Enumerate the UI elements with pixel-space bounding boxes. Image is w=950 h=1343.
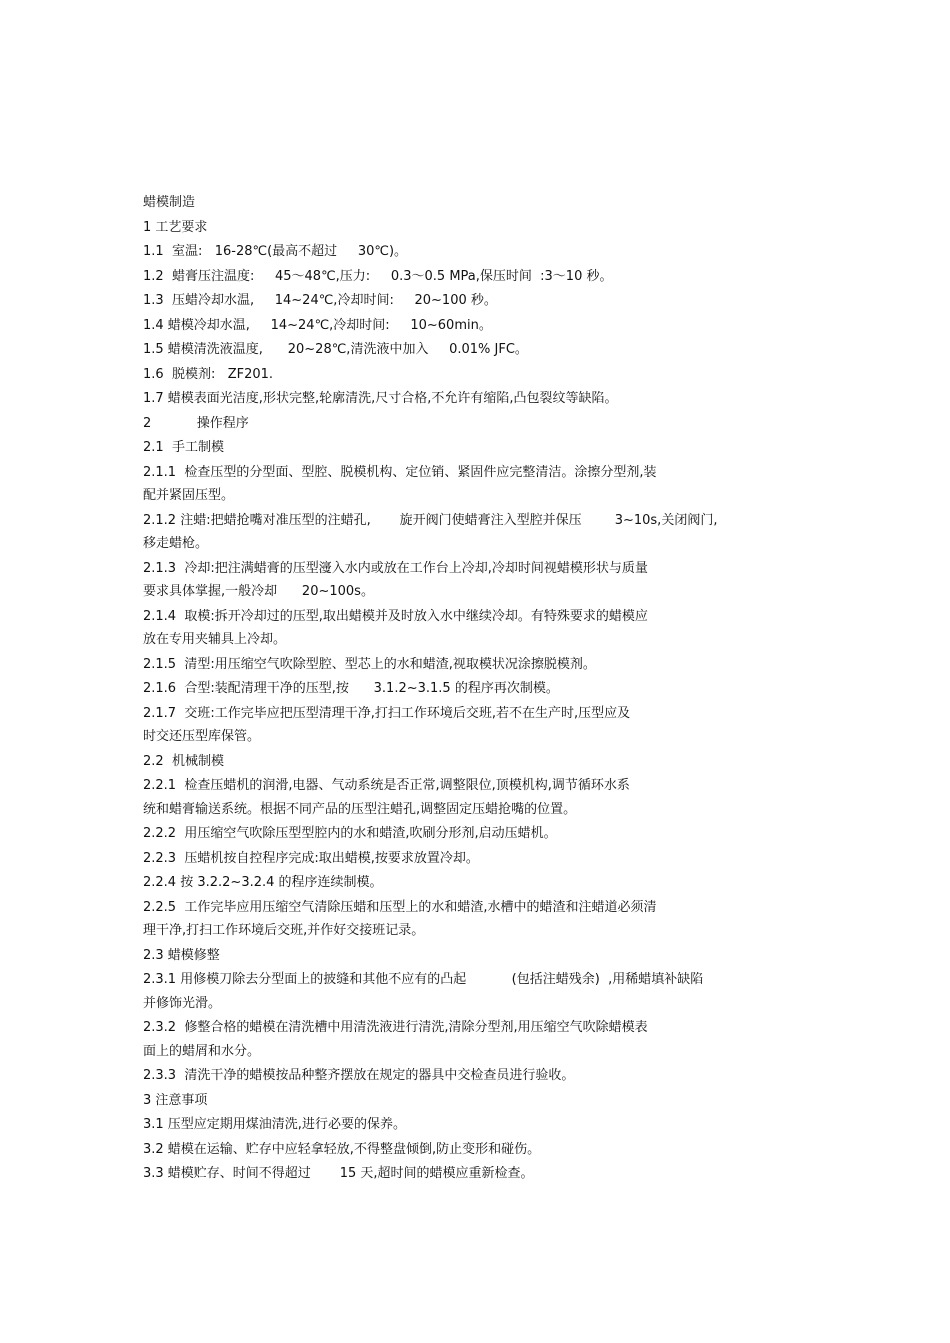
item-1-5: 1.5 蜡模清洗液温度, 20~28℃,清洗液中加入 0.01% JFC。 (143, 342, 528, 357)
item-3-1: 3.1 压型应定期用煤油清洗,进行必要的保养。 (143, 1117, 406, 1132)
item-2-1-1: 2.1.1 检查压型的分型面、型腔、脱模机构、定位销、紧固件应完整清洁。涂擦分型剂,装 (143, 464, 657, 480)
item-1-4: 1.4 蜡模冷却水温, 14~24℃,冷却时间: 10~60min。 (143, 317, 492, 333)
item-2-2-4: 2.2.4 按 3.2.2~3.2.4 的程序连续制模。 (143, 875, 383, 890)
item-2-1-2-continued: 移走蜡枪。 (143, 536, 209, 551)
item-2-1-4: 2.1.4 取模:拆开冷却过的压型,取出蜡模并及时放入水中继续冷却。有特殊要求的蜡模应 (143, 608, 648, 624)
item-2-1-7-continued: 时交还压型库保管。 (143, 729, 261, 744)
subsection-heading-2-1: 2.1 手工制模 (143, 440, 224, 455)
item-1-1: 1.1 室温: 16-28℃(最高不超过 30℃)。 (143, 244, 408, 259)
item-2-2-2: 2.2.2 用压缩空气吹除压型型腔内的水和蜡渣,吹刷分形剂,启动压蜡机。 (143, 826, 557, 841)
item-2-3-2-continued: 面上的蜡屑和水分。 (143, 1043, 261, 1059)
item-2-1-1-continued: 配并紧固压型。 (143, 488, 235, 503)
item-1-2: 1.2 蜡膏压注温度: 45～48℃,压力: 0.3～0.5 MPa,保压时间 :3～10 秒。 (143, 268, 613, 284)
item-2-1-4-continued: 放在专用夹辅具上冷却。 (143, 632, 287, 647)
item-2-3-2: 2.3.2 修整合格的蜡模在清洗槽中用清洗液进行清洗,清除分型剂,用压缩空气吹除蜡模表 (143, 1020, 648, 1035)
item-1-7: 1.7 蜡模表面光洁度,形状完整,轮廓清洗,尺寸合格,不允许有缩陷,凸包裂纹等缺陷。 (143, 391, 618, 406)
item-2-3-3: 2.3.3 清洗干净的蜡模按品种整齐摆放在规定的器具中交检查员进行验收。 (143, 1068, 575, 1083)
section-heading-3: 3 注意事项 (143, 1092, 208, 1108)
item-2-1-6: 2.1.6 合型:装配清理干净的压型,按 3.1.2~3.1.5 的程序再次制模。 (143, 681, 559, 696)
item-2-1-7: 2.1.7 交班:工作完毕应把压型清理干净,打扫工作环境后交班,若不在生产时,压型应及 (143, 705, 631, 721)
item-2-1-5: 2.1.5 清型:用压缩空气吹除型腔、型芯上的水和蜡渣,视取模状况涂擦脱模剂。 (143, 656, 596, 672)
item-2-1-2: 2.1.2 注蜡:把蜡抢嘴对准压型的注蜡孔, 旋开阀门使蜡膏注入型腔并保压 3~10s,关闭阀门, (143, 512, 718, 528)
item-1-6: 1.6 脱模剂: ZF201. (143, 366, 274, 382)
item-3-2: 3.2 蜡模在运输、贮存中应轻拿轻放,不得整盘倾倒,防止变形和碰伤。 (143, 1141, 541, 1157)
item-2-2-1: 2.2.1 检查压蜡机的润滑,电器、气动系统是否正常,调整限位,顶模机构,调节循环水系 (143, 778, 630, 793)
document-body (143, 191, 823, 1187)
item-2-2-5: 2.2.5 工作完毕应用压缩空气清除压蜡和压型上的水和蜡渣,水槽中的蜡渣和注蜡道必须清 (143, 899, 657, 915)
item-2-1-3-continued: 要求具体掌握,一般冷却 20~100s。 (143, 584, 374, 599)
section-heading-2: 2 操作程序 (143, 415, 249, 431)
document-title: 蜡模制造 (143, 195, 196, 210)
item-1-3: 1.3 压蜡冷却水温, 14~24℃,冷却时间: 20~100 秒。 (143, 293, 497, 308)
item-2-1-3: 2.1.3 冷却:把注满蜡膏的压型濅入水内或放在工作台上冷却,冷却时间视蜡模形状与质量 (143, 560, 648, 576)
item-2-2-3: 2.2.3 压蜡机按自控程序完成:取出蜡模,按要求放置冷却。 (143, 850, 479, 866)
subsection-heading-2-3: 2.3 蜡模修整 (143, 947, 220, 963)
item-3-3: 3.3 蜡模贮存、时间不得超过 15 天,超时间的蜡模应重新检查。 (143, 1166, 534, 1181)
item-2-2-5-continued: 理干净,打扫工作环境后交班,并作好交接班记录。 (143, 923, 425, 938)
item-2-3-1: 2.3.1 用修模刀除去分型面上的披缝和其他不应有的凸起 (包括注蜡残余) ,用稀蜡填补缺陷 (143, 972, 704, 987)
subsection-heading-2-2: 2.2 机械制模 (143, 753, 224, 769)
item-2-3-1-continued: 并修饰光滑。 (143, 995, 222, 1011)
section-heading-1: 1 工艺要求 (143, 219, 208, 235)
item-2-2-1-continued: 统和蜡膏输送系统。根据不同产品的压型注蜡孔,调整固定压蜡抢嘴的位置。 (143, 801, 577, 817)
